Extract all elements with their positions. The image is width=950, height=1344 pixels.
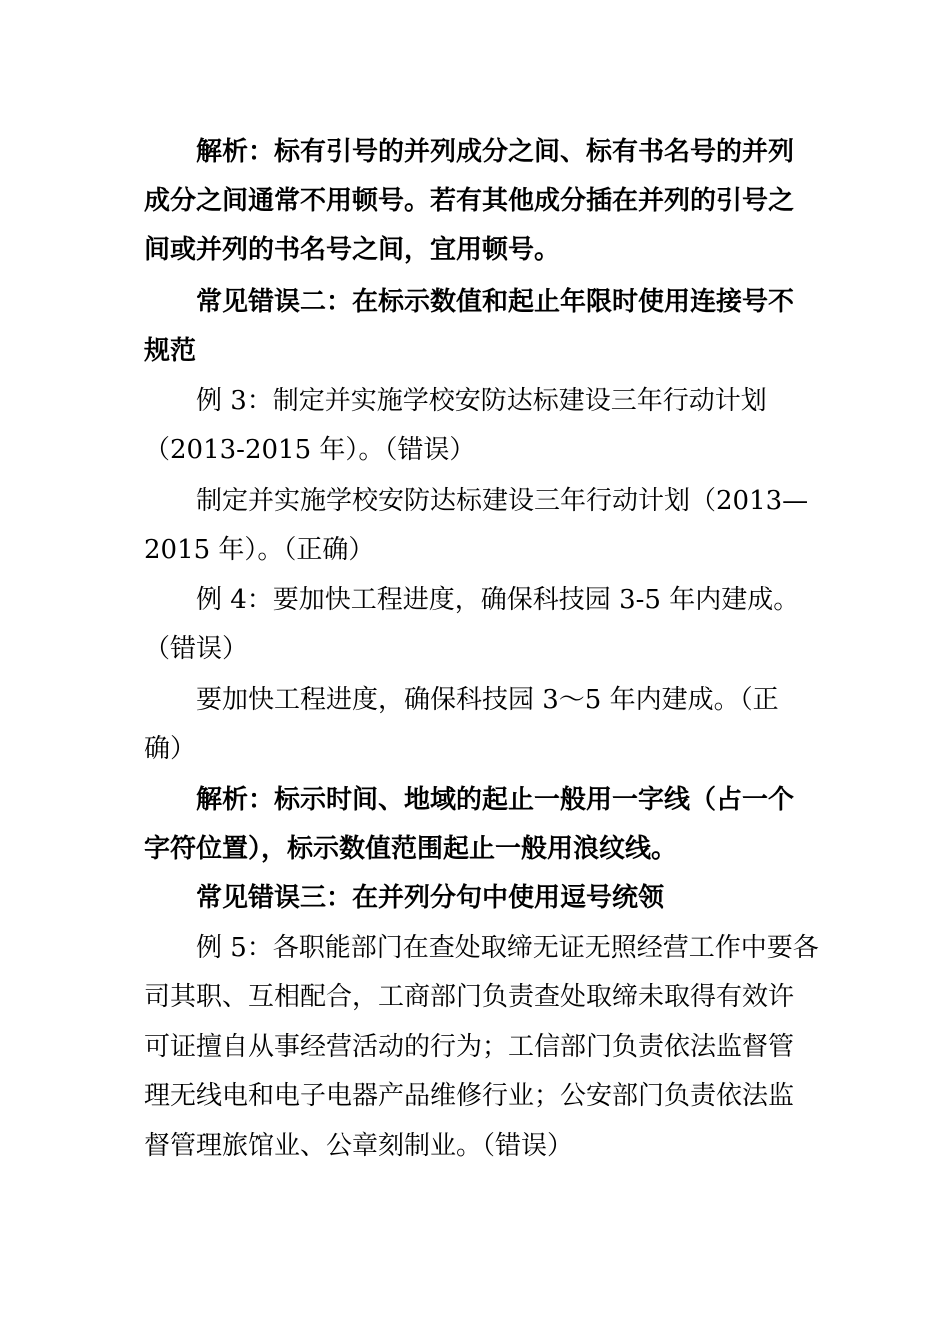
analysis-1-line-2: 成分之间通常不用顿号。若有其他成分插在并列的引号之 bbox=[144, 186, 795, 216]
error-3-heading: 常见错误三：在并列分句中使用逗号统领 bbox=[196, 883, 665, 913]
example-3-wrong-line-1: 例 3：制定并实施学校安防达标建设三年行动计划 bbox=[196, 386, 767, 416]
example-4-wrong-line-1: 例 4：要加快工程进度，确保科技园 3-5 年内建成。 bbox=[196, 585, 800, 615]
analysis-2-line-1: 解析：标示时间、地域的起止一般用一字线（占一个 bbox=[196, 785, 795, 815]
analysis-2-line-2: 字符位置），标示数值范围起止一般用浪纹线。 bbox=[144, 834, 678, 864]
example-4-wrong-line-2: （错误） bbox=[144, 634, 249, 664]
example-5-line-2: 司其职、互相配合，工商部门负责查处取缔未取得有效许 bbox=[144, 982, 795, 1012]
analysis-1-line-3: 间或并列的书名号之间，宜用顿号。 bbox=[144, 235, 561, 265]
example-3-right-line-2: 2015 年）。（正确） bbox=[144, 535, 375, 565]
analysis-1-line-1: 解析：标有引号的并列成分之间、标有书名号的并列 bbox=[196, 137, 795, 167]
example-3-right-line-1: 制定并实施学校安防达标建设三年行动计划（2013— bbox=[196, 486, 809, 516]
example-3-wrong-line-2: （2013-2015 年）。（错误） bbox=[144, 435, 476, 465]
example-5-line-3: 可证擅自从事经营活动的行为；工信部门负责依法监督管 bbox=[144, 1032, 795, 1062]
example-5-line-5: 督管理旅馆业、公章刻制业。（错误） bbox=[144, 1131, 574, 1161]
example-5-line-1: 例 5：各职能部门在查处取缔无证无照经营工作中要各 bbox=[196, 933, 819, 963]
error-2-heading-line-1: 常见错误二：在标示数值和起止年限时使用连接号不 bbox=[196, 287, 795, 317]
example-4-right-line-1: 要加快工程进度，确保科技园 3～5 年内建成。（正 bbox=[196, 685, 779, 715]
error-2-heading-line-2: 规范 bbox=[144, 336, 197, 366]
example-5-line-4: 理无线电和电子电器产品维修行业；公安部门负责依法监 bbox=[144, 1081, 795, 1111]
example-4-right-line-2: 确） bbox=[144, 734, 197, 764]
